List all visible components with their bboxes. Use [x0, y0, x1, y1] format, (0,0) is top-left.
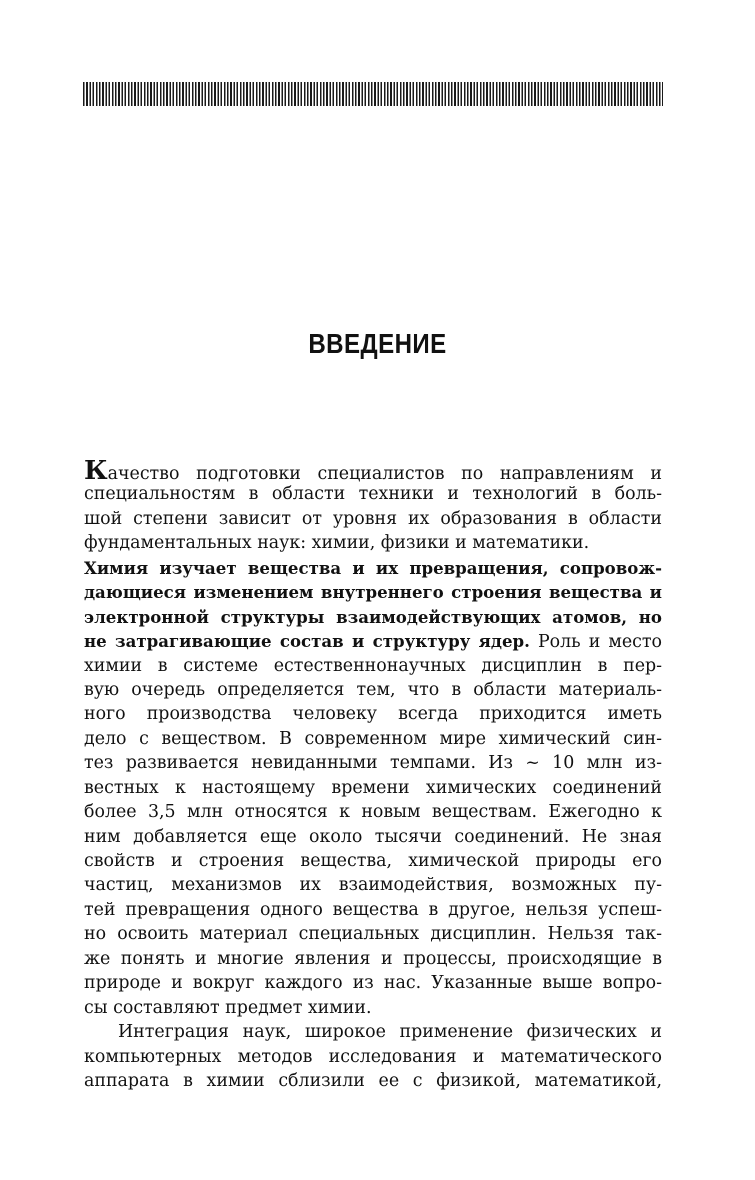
paragraph-line: природе и вокруг каждого из нас. Указанные выше вопро-: [84, 973, 662, 994]
paragraph-line: но освоить материал специальных дисциплин. Нельзя так-: [84, 924, 662, 945]
paragraph-line: фундаментальных наук: химии, физики и математики.: [84, 533, 590, 554]
paragraph-line: химии в системе естественнонаучных дисциплин в пер-: [84, 655, 662, 676]
paragraph-line: шой степени зависит от уровня их образования в области: [84, 508, 662, 529]
paragraph-line: вестных к настоящему времени химических соединений: [84, 777, 662, 798]
paragraph-line: специальностям в области техники и технологий в боль-: [84, 484, 662, 505]
paragraph-line: же понять и многие явления и процессы, происходящие в: [84, 948, 662, 969]
page-title: ВВЕДЕНИЕ: [308, 328, 447, 359]
line-text: Роль и место: [529, 632, 662, 653]
paragraph-line: свойств и строения вещества, химической природы его: [84, 851, 662, 871]
paragraph-line: сы составляют предмет химии.: [84, 997, 372, 1018]
bold-definition-line: электронной структуры взаимодействующих атомов, но: [84, 606, 662, 627]
paragraph-line: тей превращения одного вещества в другое, нельзя успеш-: [84, 899, 662, 920]
paragraph-line: [84, 629, 662, 653]
bold-definition-line: Химия изучает вещества и их превращения, сопровож-: [84, 557, 662, 578]
paragraph-line: тез развивается невиданными темпами. Из ~ 10 млн из-: [84, 753, 662, 774]
paragraph-line: ним добавляется еще около тысячи соединений. Не зная: [84, 826, 662, 847]
paragraph-line: ного производства человеку всегда приходится иметь: [84, 704, 662, 725]
line-text: ачество подготовки специалистов по направлениям и: [107, 464, 662, 483]
paragraph-line: вую очередь определяется тем, что в области материаль-: [84, 679, 662, 700]
paragraph-line: частиц, механизмов их взаимодействия, возможных пу-: [84, 875, 662, 896]
paragraph-line: Интеграция наук, широкое применение физических и: [118, 1022, 662, 1043]
header-barcode-rule: [83, 82, 663, 106]
paragraph-line: [84, 458, 662, 482]
bold-definition-end: не затрагивающие состав и структуру ядер.: [84, 631, 530, 652]
body-text: [84, 458, 662, 1093]
paragraph-line: аппарата в химии сблизили ее с физикой, математикой,: [84, 1070, 662, 1091]
paragraph-line: компьютерных методов исследования и математического: [84, 1046, 662, 1067]
paragraph-line: более 3,5 млн относятся к новым веществам. Ежегодно к: [84, 802, 662, 823]
drop-cap: К: [84, 458, 108, 483]
paragraph-line: дело с веществом. В современном мире химический син-: [84, 728, 662, 749]
bold-definition-line: дающиеся изменением внутреннего строения вещества и: [84, 582, 662, 603]
